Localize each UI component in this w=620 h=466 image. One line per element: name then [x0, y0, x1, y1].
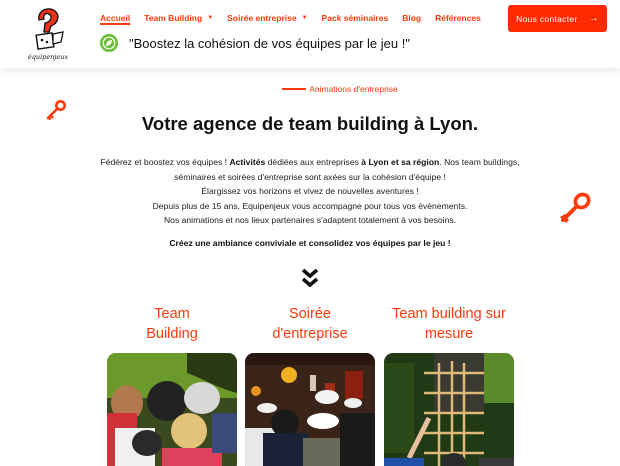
intro-line: Nos animations et nos lieux partenaires s'adaptent totalement à vos besoins. — [163, 215, 457, 225]
nav-label: Soirée entreprise — [227, 13, 297, 23]
nav-label: Pack séminaires — [321, 13, 389, 23]
double-chevron-down-icon[interactable] — [301, 268, 319, 290]
nav-item-blog[interactable] — [402, 13, 421, 23]
card-title[interactable]: Soirée d'entreprise — [272, 306, 348, 342]
slogan — [100, 34, 410, 52]
nav-item-pack-seminaires[interactable] — [322, 13, 389, 23]
arrow-right-icon: → — [588, 13, 599, 24]
card-title[interactable]: Team building sur mesure — [392, 306, 506, 342]
intro-line: Depuis plus de 15 ans, Equipenjeux vous accompagne pour tous vos évènements. — [152, 200, 468, 211]
main-nav — [100, 13, 495, 23]
slogan-text: "Boostez la cohésion de vos équipes par le jeu !" — [129, 35, 410, 51]
site-header — [0, 0, 620, 68]
nav-item-team-building[interactable] — [144, 13, 213, 23]
group-huddle-photo[interactable] — [107, 353, 237, 466]
section-eyebrow — [0, 84, 620, 94]
intro-line: Élargissez vos horizons et vivez de nouvelles aventures ! — [201, 186, 419, 196]
nav-label: Blog — [402, 13, 422, 23]
intro-paragraph: Fédérez et boostez vos équipes ! Activités dédiées aux entreprises à Lyon et sa région. Nos team buildings, séminaires et soirées d'entreprise sont axées sur la cohésion d'équipe ! — [100, 157, 520, 182]
nav-label: Accueil — [100, 13, 131, 23]
card-title[interactable]: Team Building — [146, 306, 198, 342]
card-team-building[interactable] — [107, 304, 237, 344]
card-soiree-entreprise[interactable] — [245, 304, 375, 344]
nav-label: Team Building — [144, 13, 203, 23]
nav-label: Références — [435, 13, 481, 23]
contact-button-label: Nous contacter — [516, 13, 578, 24]
card-team-building-sur-mesure[interactable] — [384, 304, 514, 344]
svg-text:équipenjeux: équipenjeux — [27, 53, 69, 61]
intro-text — [100, 155, 520, 250]
intro-cta: Créez une ambiance conviviale et consolidez vos équipes par le jeu ! — [169, 237, 451, 248]
service-cards — [107, 304, 514, 466]
party-photo[interactable] — [245, 353, 375, 466]
key-icon — [555, 190, 593, 228]
key-icon — [44, 98, 68, 122]
eyebrow-text: Animations d'entreprise — [309, 84, 398, 94]
nav-item-soiree-entreprise[interactable] — [227, 13, 307, 23]
eyebrow-line — [282, 88, 306, 90]
page-title: Votre agence de team building à Lyon. — [141, 113, 479, 134]
chevron-down-icon: ▼ — [301, 15, 308, 21]
ladder-game-photo[interactable] — [384, 353, 514, 466]
chevron-down-icon: ▼ — [207, 15, 214, 21]
nav-item-accueil[interactable] — [100, 13, 130, 23]
contact-button[interactable] — [508, 5, 607, 32]
nav-item-references[interactable] — [435, 13, 481, 23]
leaf-badge-icon — [100, 34, 118, 52]
equipenjeux-logo[interactable] — [27, 4, 69, 62]
